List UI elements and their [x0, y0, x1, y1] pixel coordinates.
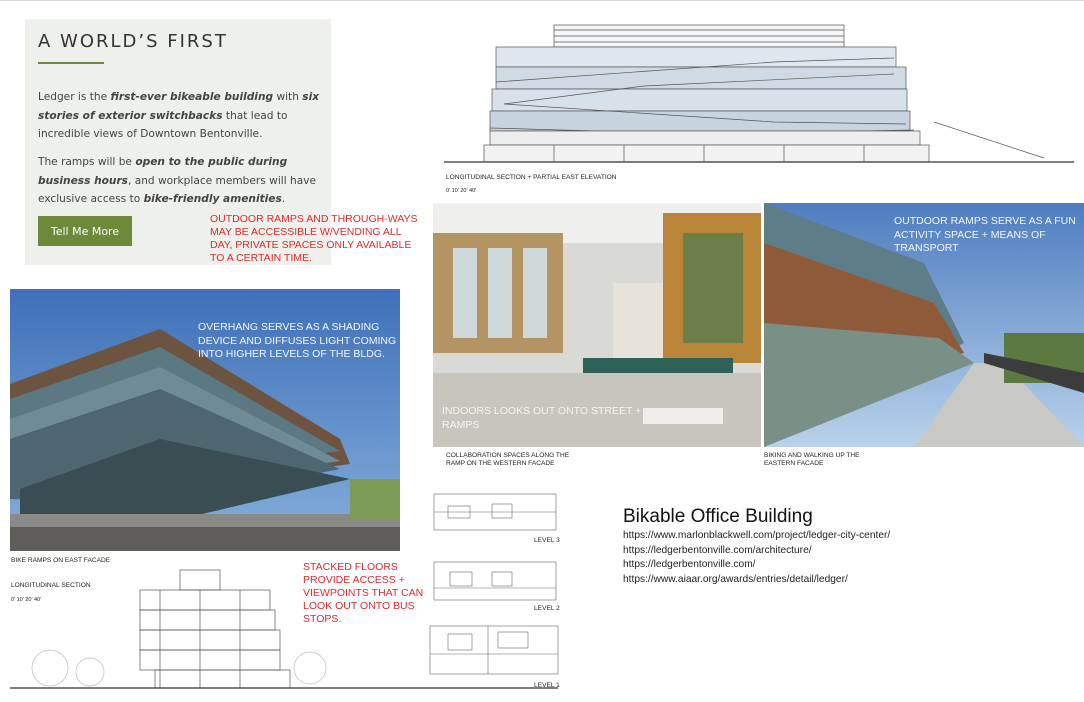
link-marlonblackwell[interactable]: https://www.marlonblackwell.com/project/ledger-city-center/ — [623, 530, 891, 541]
note-stacked: STACKED FLOORS PROVIDE ACCESS + VIEWPOINTS THAT CAN LOOK OUT ONTO BUS STOPS. — [303, 561, 424, 625]
floor-plan-level-1 — [428, 624, 560, 680]
p2-text-a: The ramps will be — [38, 156, 136, 168]
label-level-2: LEVEL 2 — [534, 605, 560, 612]
intro-paragraph — [38, 88, 328, 144]
label-level-1: LEVEL 1 — [534, 682, 560, 689]
tell-me-more-button[interactable]: Tell Me More — [38, 216, 132, 246]
floor-plan-level-2 — [432, 558, 558, 608]
p1-emphasis-switchbacks: six stories of exterior switchbacks — [38, 91, 320, 122]
caption-long-section: LONGITUDINAL SECTION — [11, 582, 91, 589]
card-title: A WORLD’S FIRST — [38, 31, 228, 52]
title-underline — [38, 62, 104, 64]
ramps-paragraph — [38, 153, 328, 209]
floor-plan-level-3 — [432, 490, 558, 540]
top-border — [0, 0, 1084, 1]
p1-text-a: Ledger is the — [38, 91, 111, 103]
link-aiaar[interactable]: https://www.aiaar.org/awards/entries/detail/ledger/ — [623, 574, 848, 585]
link-ledger-architecture[interactable]: https://ledgerbentonville.com/architecture/ — [623, 545, 812, 556]
note-indoors: INDOORS LOOKS OUT ONTO STREET + RAMPS — [442, 405, 642, 431]
note-overhang: OVERHANG SERVES AS A SHADING DEVICE AND DIFFUSES LIGHT COMING INTO HIGHER LEVELS OF THE BLDG. — [198, 321, 397, 360]
caption-top-section: LONGITUDINAL SECTION + PARTIAL EAST ELEVATION — [446, 174, 617, 181]
floor-plan-level-1-svg — [428, 624, 560, 680]
floor-plan-level-3-svg — [432, 490, 558, 540]
caption-east-facade: BIKE RAMPS ON EAST FACADE — [11, 557, 111, 564]
section-title: Bikable Office Building — [623, 506, 813, 527]
p1-text-c: with — [273, 91, 303, 103]
p2-text-c: , and workplace members will have exclusive access to — [38, 174, 317, 205]
p2-emphasis-amenities: bike-friendly amenities — [143, 193, 282, 205]
caption-biking: BIKING AND WALKING UP THE EASTERN FACADE — [764, 452, 860, 467]
note-outdoor-fun: OUTDOOR RAMPS SERVE AS A FUN ACTIVITY SPACE + MEANS OF TRANSPORT — [894, 215, 1076, 254]
p2-text-e: . — [281, 193, 286, 205]
elevation-drawing-svg — [444, 22, 1074, 172]
scale-bar-section: 0' 10' 20' 40' — [11, 597, 42, 603]
elevation-drawing — [444, 22, 1074, 172]
scale-bar-top: 0' 10' 20' 40' — [446, 188, 477, 194]
p2-emphasis-public: open to the public during business hours — [38, 156, 288, 187]
label-level-3: LEVEL 3 — [534, 537, 560, 544]
p1-emphasis-first-bikeable: first-ever bikeable building — [110, 91, 274, 103]
p1-text-e: that lead to incredible views of Downtown Bentonville. — [38, 109, 288, 140]
note-ramps-access: OUTDOOR RAMPS AND THROUGH-WAYS MAY BE ACCESSIBLE W/VENDING ALL DAY, PRIVATE SPACES ONLY AVAILABLE TO A CERTAIN TIME. — [210, 213, 418, 264]
caption-collab: COLLABORATION SPACES ALONG THE RAMP ON THE WESTERN FACADE — [446, 452, 570, 467]
link-ledger-home[interactable]: https://ledgerbentonville.com/ — [623, 559, 756, 570]
floor-plan-level-2-svg — [432, 558, 558, 608]
